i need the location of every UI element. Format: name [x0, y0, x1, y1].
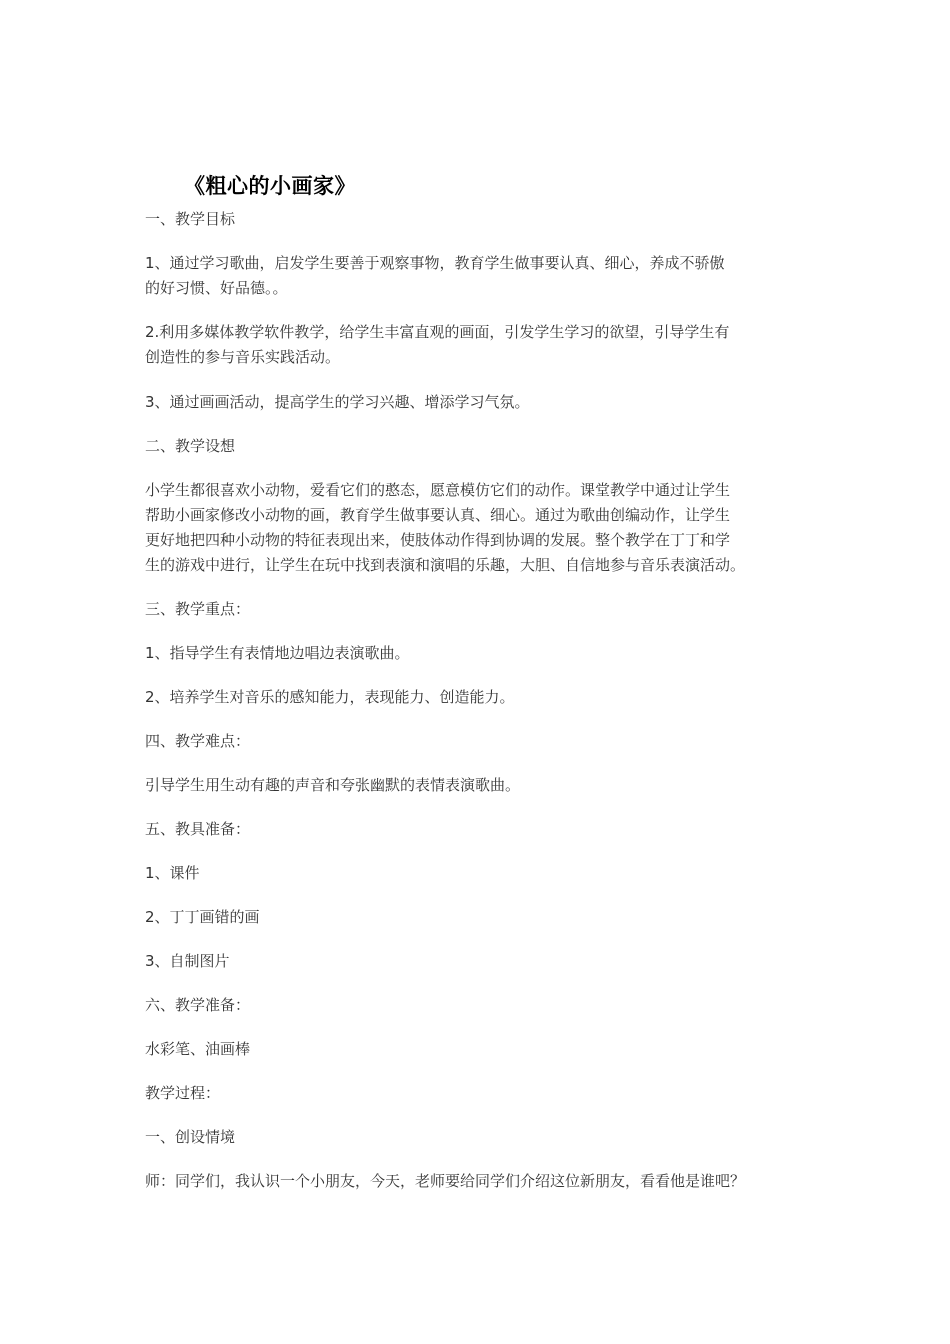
paragraph-line: 帮助小画家修改小动物的画，教育学生做事要认真、细心。通过为歌曲创编动作，让学生 [145, 506, 731, 524]
paragraph-line: 3、通过画画活动，提高学生的学习兴趣、增添学习气氛。 [145, 393, 530, 411]
heading-create-situation: 一、创设情境 [145, 1128, 236, 1146]
heading-teaching-goals: 一、教学目标 [145, 210, 236, 228]
list-item: 1、课件 [145, 864, 200, 882]
paragraph-line: 2.利用多媒体教学软件教学，给学生丰富直观的画面，引发学生学习的欲望，引导学生有 [145, 323, 730, 341]
list-item: 2、丁丁画错的画 [145, 908, 260, 926]
paragraph-line: 1、指导学生有表情地边唱边表演歌曲。 [145, 644, 410, 662]
heading-teaching-process: 教学过程： [145, 1084, 221, 1102]
heading-key-points: 三、教学重点： [145, 600, 251, 618]
heading-teaching-concept: 二、教学设想 [145, 437, 236, 455]
paragraph-line: 生的游戏中进行，让学生在玩中找到表演和演唱的乐趣，大胆、自信地参与音乐表演活动。 [145, 556, 746, 574]
paragraph-line: 更好地把四种小动物的特征表现出来，使肢体动作得到协调的发展。整个教学在丁丁和学 [145, 531, 731, 549]
paragraph-line: 水彩笔、油画棒 [145, 1040, 251, 1058]
paragraph-line: 师：同学们，我认识一个小朋友，今天，老师要给同学们介绍这位新朋友，看看他是谁吧？ [145, 1172, 746, 1190]
paragraph-line: 的好习惯、好品德。。 [145, 279, 288, 297]
list-item: 3、自制图片 [145, 952, 230, 970]
heading-teaching-aids: 五、教具准备： [145, 820, 251, 838]
heading-preparation: 六、教学准备： [145, 996, 251, 1014]
document-title: 《粗心的小画家》 [184, 174, 356, 198]
paragraph-line: 小学生都很喜欢小动物，爱看它们的憨态，愿意模仿它们的动作。课堂教学中通过让学生 [145, 481, 731, 499]
paragraph-line: 创造性的参与音乐实践活动。 [145, 348, 341, 366]
paragraph-line: 2、培养学生对音乐的感知能力，表现能力、创造能力。 [145, 688, 515, 706]
heading-difficulties: 四、教学难点： [145, 732, 251, 750]
paragraph-line: 引导学生用生动有趣的声音和夸张幽默的表情表演歌曲。 [145, 776, 521, 794]
paragraph-line: 1、通过学习歌曲，启发学生要善于观察事物，教育学生做事要认真、细心，养成不骄傲 [145, 254, 725, 272]
